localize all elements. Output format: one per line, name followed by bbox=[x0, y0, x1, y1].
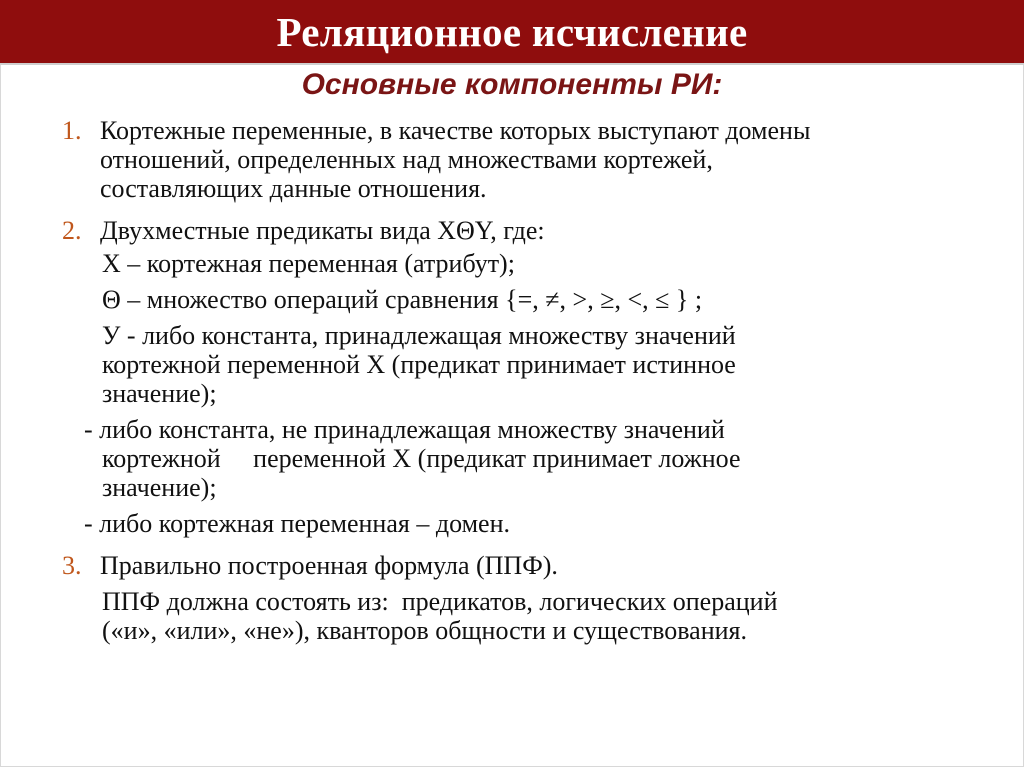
list-item-1 bbox=[62, 116, 982, 203]
detail-line: («и», «или», «не»), кванторов общности и существования. bbox=[102, 616, 748, 645]
list-item-3 bbox=[62, 551, 982, 645]
item-text-line: отношений, определенных над множествами кортежей, bbox=[100, 145, 713, 174]
item-number: 3. bbox=[62, 551, 82, 580]
detail-line: Θ – множество операций сравнения {=, ≠, >, ≥, <, ≤ } ; bbox=[102, 285, 703, 314]
detail-line: значение); bbox=[102, 473, 217, 502]
detail-line: кортежной переменной X (предикат принимает истинное bbox=[102, 350, 736, 379]
slide-title: Реляционное исчисление bbox=[276, 8, 748, 55]
detail-line: У - либо константа, принадлежащая множеству значений bbox=[102, 321, 736, 350]
item-text-line: составляющих данные отношения. bbox=[100, 174, 487, 203]
detail-line: X – кортежная переменная (атрибут); bbox=[102, 249, 515, 278]
detail-line: значение); bbox=[102, 379, 217, 408]
title-bar bbox=[0, 0, 1024, 65]
detail-line: ППФ должна состоять из: предикатов, логических операций bbox=[102, 587, 778, 616]
item-text-line: Кортежные переменные, в качестве которых выступают домены bbox=[100, 116, 811, 145]
item-number: 1. bbox=[62, 116, 82, 145]
list-item-2 bbox=[62, 216, 982, 538]
detail-line: кортежной переменной X (предикат принимает ложное bbox=[102, 444, 741, 473]
item-number: 2. bbox=[62, 216, 82, 245]
detail-line: - либо кортежная переменная – домен. bbox=[84, 509, 510, 538]
item-text-line: Двухместные предикаты вида XΘY, где: bbox=[100, 216, 545, 245]
content-list bbox=[62, 116, 982, 645]
detail-line: - либо константа, не принадлежащая множеству значений bbox=[84, 415, 725, 444]
slide-subtitle: Основные компоненты РИ: bbox=[301, 68, 723, 101]
item-text-line: Правильно построенная формула (ППФ). bbox=[100, 551, 558, 580]
